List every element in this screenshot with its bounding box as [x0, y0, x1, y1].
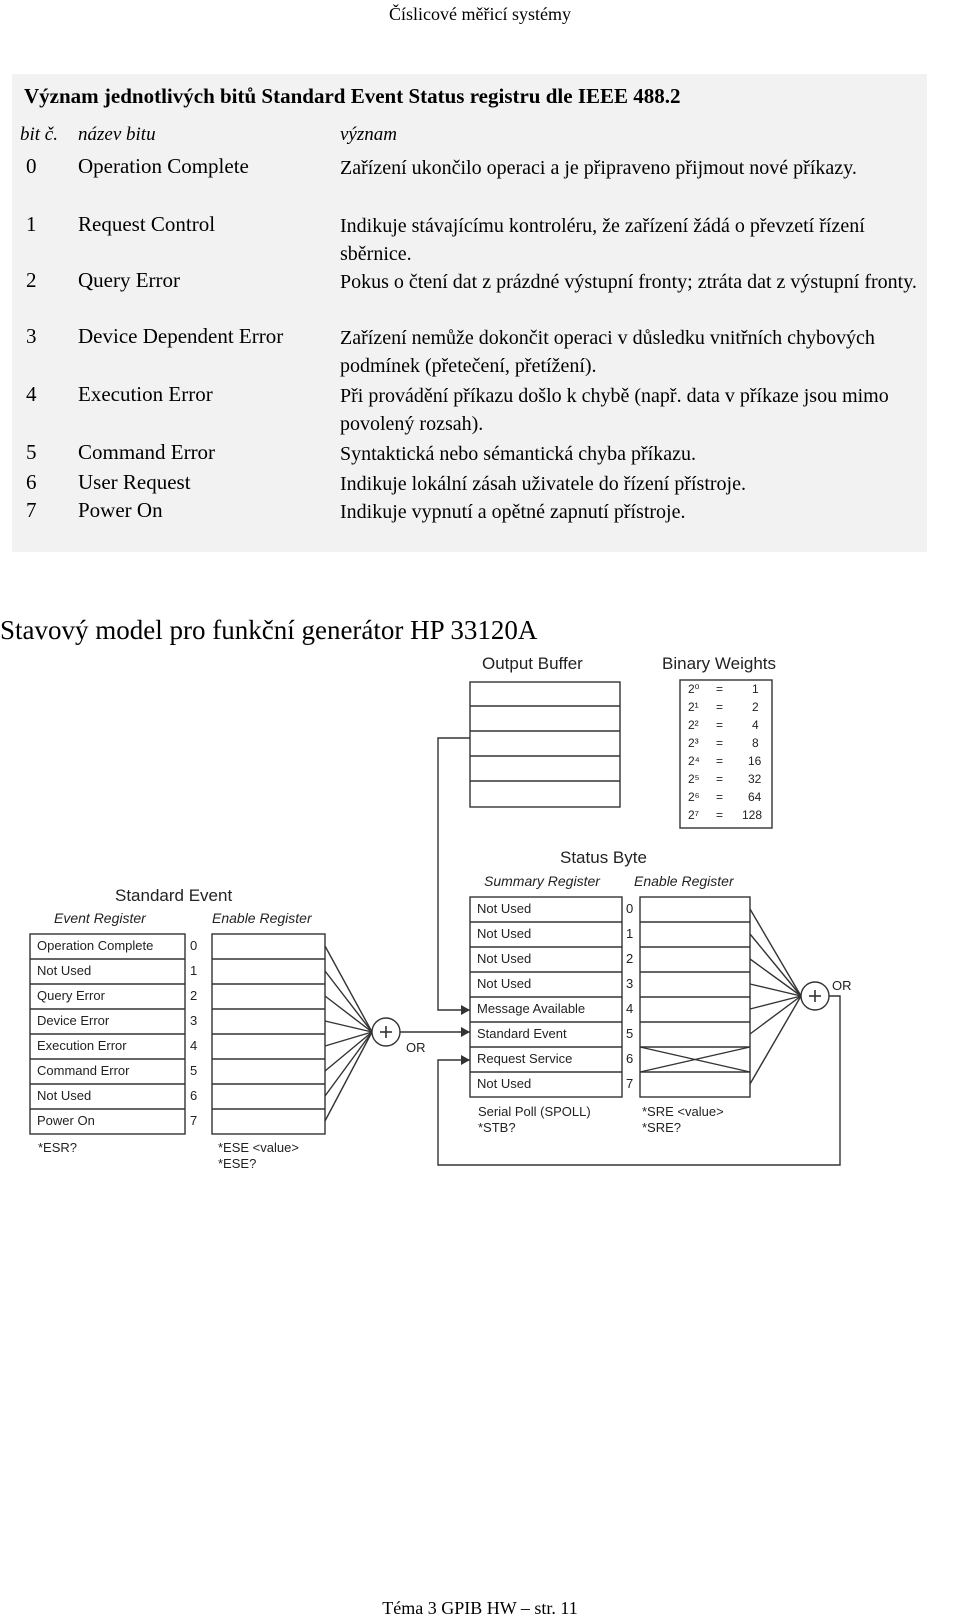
col-meaning-header: význam — [340, 124, 397, 145]
bit-name: Device Dependent Error — [78, 324, 284, 348]
std-event-bit: Device Error — [37, 1013, 110, 1028]
summary-register-label: Summary Register — [484, 873, 600, 889]
std-event-bit: Command Error — [37, 1063, 130, 1078]
scanned-table — [12, 74, 927, 552]
bit-number: 0 — [26, 154, 37, 178]
bit-description: Pokus o čtení dat z prázdné výstupní fronty; ztráta dat z výstupní fronty. — [340, 271, 917, 293]
bit-index: 1 — [626, 926, 634, 941]
sre-command: *SRE <value> — [642, 1104, 724, 1119]
spoll-label: Serial Poll (SPOLL) — [478, 1104, 591, 1119]
weight-value: 128 — [742, 808, 763, 822]
weight-value: 2 — [752, 700, 759, 714]
bit-index: 4 — [626, 1001, 634, 1016]
std-event-bit: Not Used — [37, 963, 92, 978]
weight-exp: 2² — [688, 718, 699, 732]
bit-number: 7 — [26, 498, 37, 522]
weight-eq: = — [716, 754, 724, 768]
table-row — [12, 212, 927, 268]
bit-number: 4 — [26, 382, 37, 406]
weight-eq: = — [716, 700, 724, 714]
bit-description: Zařízení ukončilo operaci a je připraveno přijmout nové příkazy. — [340, 157, 857, 179]
std-event-bit: Operation Complete — [37, 938, 154, 953]
bit-name: Power On — [78, 498, 163, 522]
weight-value: 32 — [748, 772, 762, 786]
sre-query: *SRE? — [642, 1120, 682, 1135]
bit-name: Command Error — [78, 440, 216, 464]
bit-description: Indikuje stávajícímu kontroléru, že zařízení žádá o převzetí řízení sběrnice. — [340, 215, 865, 265]
weight-exp: 2⁵ — [688, 772, 700, 786]
bit-number: 2 — [26, 268, 37, 292]
weight-value: 8 — [752, 736, 759, 750]
bit-number: 3 — [26, 324, 37, 348]
weight-value: 4 — [752, 718, 759, 732]
bit-index: 5 — [626, 1026, 634, 1041]
status-bit: Message Available — [477, 1001, 586, 1016]
bit-name: Query Error — [78, 268, 181, 292]
weight-eq: = — [716, 736, 724, 750]
weight-exp: 2⁶ — [688, 790, 700, 804]
event-register-label: Event Register — [54, 910, 146, 926]
page-footer: Téma 3 GPIB HW – str. 11 — [382, 1598, 578, 1618]
bit-index: 0 — [626, 901, 634, 916]
bit-index: 5 — [190, 1063, 198, 1078]
std-event-bit: Execution Error — [37, 1038, 127, 1053]
weight-eq: = — [716, 790, 724, 804]
bit-description: Zařízení nemůže dokončit operaci v důsledku vnitřních chybových podmínek (přetečení, přetížení). — [340, 327, 875, 377]
status-bit: Request Service — [477, 1051, 573, 1066]
status-bit: Not Used — [477, 926, 532, 941]
bit-number: 1 — [26, 212, 37, 236]
status-bit: Not Used — [477, 951, 532, 966]
table-row — [12, 382, 927, 438]
weight-value: 64 — [748, 790, 762, 804]
std-event-bit: Query Error — [37, 988, 105, 1003]
bit-index: 0 — [190, 938, 198, 953]
bit-number: 6 — [26, 470, 37, 494]
table-row — [12, 498, 927, 554]
weight-eq: = — [716, 682, 724, 696]
stb-query: *STB? — [478, 1120, 516, 1135]
table-row — [12, 324, 927, 380]
bit-index: 7 — [190, 1113, 198, 1128]
weight-exp: 2⁷ — [688, 808, 700, 822]
bit-description: Syntaktická nebo sémantická chyba příkazu. — [340, 443, 696, 465]
enable-register-label: Enable Register — [212, 910, 312, 926]
bit-index: 2 — [190, 988, 198, 1003]
bit-name: User Request — [78, 470, 191, 494]
status-bit: Not Used — [477, 901, 532, 916]
or-label: OR — [406, 1040, 426, 1055]
weight-value: 1 — [752, 682, 759, 696]
bit-description: Při provádění příkazu došlo k chybě (např. data v příkaze jsou mimo povolený rozsah). — [340, 385, 889, 435]
binary-weights-label: Binary Weights — [662, 654, 777, 673]
section-title: Stavový model pro funkční generátor HP 33120A — [0, 615, 538, 645]
standard-event-title: Standard Event — [115, 886, 233, 905]
weight-eq: = — [716, 718, 724, 732]
bit-name: Request Control — [78, 212, 216, 236]
bit-index: 3 — [626, 976, 634, 991]
bit-index: 1 — [190, 963, 198, 978]
bit-index: 2 — [626, 951, 634, 966]
bit-description: Indikuje vypnutí a opětné zapnutí přístroje. — [340, 501, 686, 523]
table-row — [12, 268, 927, 324]
weight-value: 16 — [748, 754, 762, 768]
weight-exp: 2³ — [688, 736, 699, 750]
status-model-diagram — [0, 650, 960, 1250]
std-event-bit: Power On — [37, 1113, 95, 1128]
bit-name: Operation Complete — [78, 154, 249, 178]
weight-eq: = — [716, 772, 724, 786]
status-bit: Not Used — [477, 976, 532, 991]
ese-command: *ESE <value> — [218, 1140, 299, 1155]
output-buffer-label: Output Buffer — [482, 654, 583, 673]
or-label-status: OR — [832, 978, 852, 993]
status-enable-register-label: Enable Register — [634, 873, 734, 889]
esr-query: *ESR? — [38, 1140, 78, 1155]
table-row — [12, 154, 927, 210]
weight-eq: = — [716, 808, 724, 822]
std-event-bit: Not Used — [37, 1088, 92, 1103]
table-title: Význam jednotlivých bitů Standard Event Status registru dle IEEE 488.2 — [24, 84, 681, 108]
weight-exp: 2⁴ — [688, 754, 700, 768]
weight-exp: 2⁰ — [688, 682, 700, 696]
weight-exp: 2¹ — [688, 700, 699, 714]
bit-number: 5 — [26, 440, 37, 464]
bit-index: 6 — [626, 1051, 634, 1066]
bit-name: Execution Error — [78, 382, 213, 406]
page-header: Číslicové měřicí systémy — [389, 4, 571, 24]
ese-query: *ESE? — [218, 1156, 257, 1171]
status-bit: Standard Event — [477, 1026, 567, 1041]
bit-index: 4 — [190, 1038, 198, 1053]
status-bit: Not Used — [477, 1076, 532, 1091]
bit-description: Indikuje lokální zásah uživatele do řízení přístroje. — [340, 473, 746, 495]
bit-index: 6 — [190, 1088, 198, 1103]
bit-index: 3 — [190, 1013, 198, 1028]
status-byte-title: Status Byte — [560, 848, 647, 867]
bit-index: 7 — [626, 1076, 634, 1091]
col-bit-header: bit č. — [20, 124, 58, 145]
col-name-header: název bitu — [78, 124, 156, 145]
